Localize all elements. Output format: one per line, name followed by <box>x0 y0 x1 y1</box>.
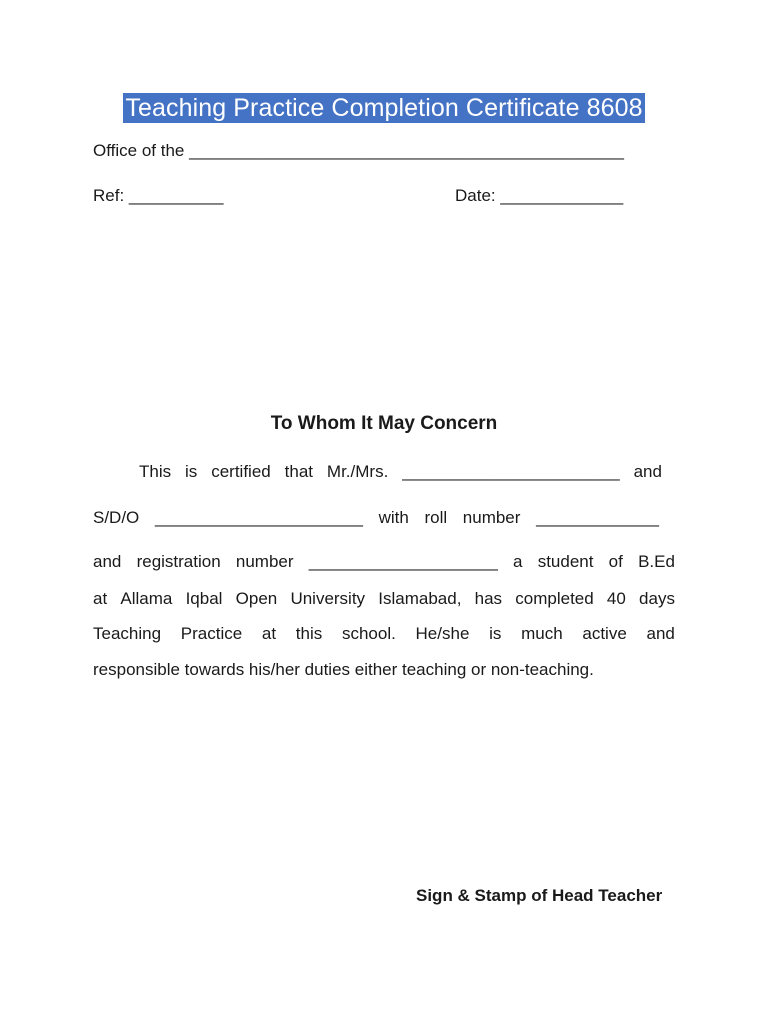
word: at <box>93 589 108 608</box>
word: this <box>295 624 323 643</box>
word: is <box>489 624 502 643</box>
word: active <box>582 624 627 643</box>
word: has <box>474 589 503 608</box>
word: and <box>633 462 662 481</box>
body-line-1 <box>139 461 662 483</box>
body-line-6 <box>93 659 675 681</box>
word: a <box>513 552 523 571</box>
word: Allama <box>120 589 173 608</box>
signature-label: Sign & Stamp of Head Teacher <box>416 886 663 905</box>
word: He/she <box>415 624 470 643</box>
word: S/D/O <box>93 508 140 527</box>
word: Islamabad, <box>378 589 462 608</box>
body-line-4 <box>93 588 675 610</box>
word: roll <box>424 508 448 527</box>
word: Teaching <box>93 624 162 643</box>
word: Practice <box>180 624 243 643</box>
word: much <box>521 624 563 643</box>
word: B.Ed <box>638 552 675 571</box>
word: certified <box>211 462 271 481</box>
sdo-blank: ______________________ <box>154 508 363 527</box>
word: Mr./Mrs. <box>326 462 389 481</box>
salutation-heading: To Whom It May Concern <box>270 413 498 434</box>
word: number <box>235 552 294 571</box>
body-last-line-text: responsible towards his/her duties either teaching or non-teaching. <box>93 660 594 679</box>
word: This <box>139 462 172 481</box>
word: of <box>608 552 623 571</box>
word: number <box>462 508 521 527</box>
word: and <box>646 624 675 643</box>
word: completed <box>515 589 594 608</box>
word: is <box>185 462 198 481</box>
word: that <box>284 462 314 481</box>
word: 40 <box>606 589 626 608</box>
body-line-3 <box>93 551 675 573</box>
body-line-2 <box>93 507 659 529</box>
certificate-title: Teaching Practice Completion Certificate 8608 <box>125 94 643 122</box>
title-container <box>0 93 768 123</box>
registration-number-blank: ____________________ <box>308 552 498 571</box>
word: days <box>639 589 675 608</box>
word: Iqbal <box>185 589 223 608</box>
word: with <box>378 508 409 527</box>
name-blank: _______________________ <box>402 462 620 481</box>
word: University <box>290 589 366 608</box>
roll-number-blank: _____________ <box>536 508 659 527</box>
date-line: Date: _____________ <box>455 186 624 205</box>
word: school. <box>341 624 396 643</box>
office-line: Office of the ______________________________________________ <box>93 141 624 160</box>
word: at <box>261 624 277 643</box>
word: student <box>537 552 594 571</box>
word: and <box>93 552 122 571</box>
ref-line: Ref: __________ <box>93 186 224 205</box>
body-line-5 <box>93 623 675 645</box>
word: Open <box>235 589 278 608</box>
word: registration <box>136 552 221 571</box>
